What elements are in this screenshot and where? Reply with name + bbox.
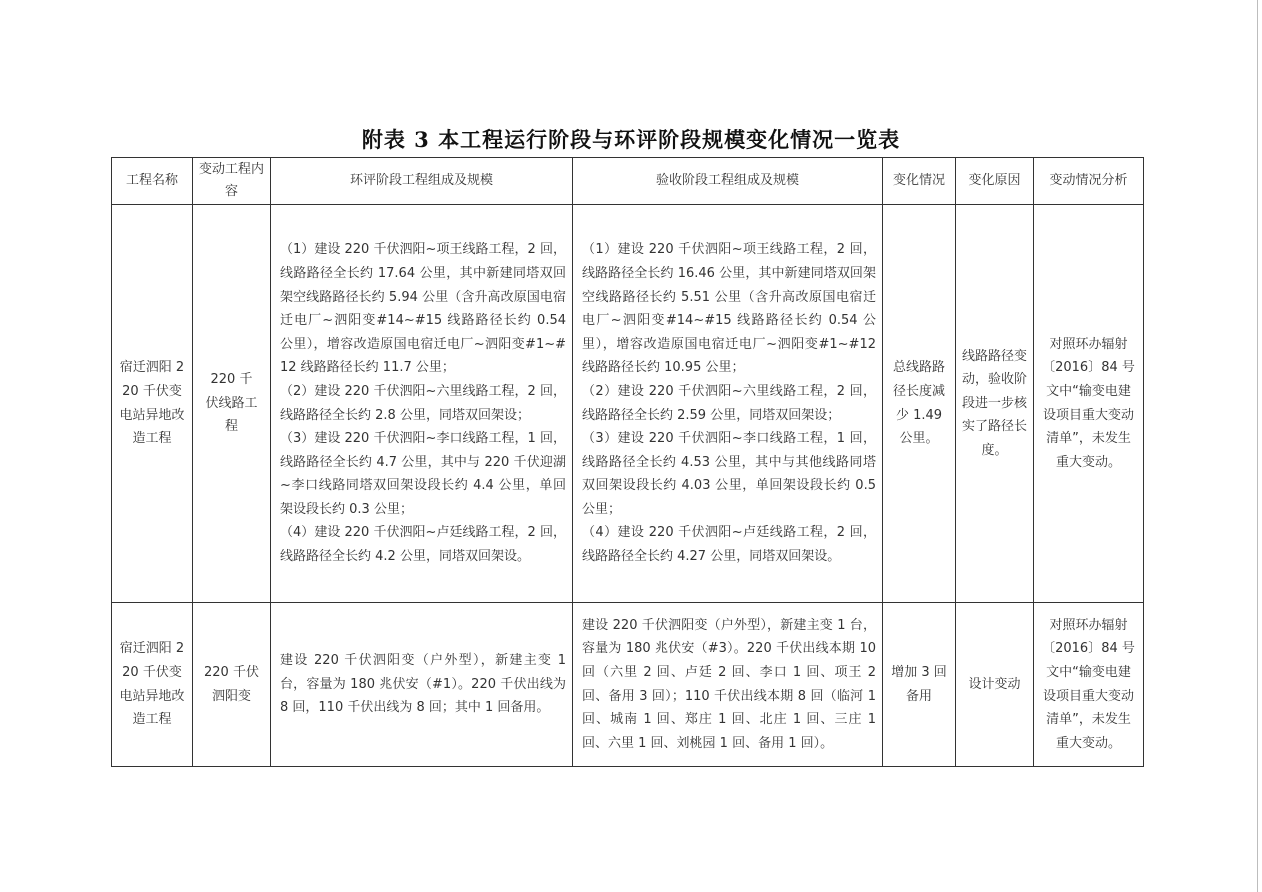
acceptance-item: （3）建设 220 千伏泗阳~李口线路工程，1 回，线路路径全长约 4.53 公里，其中与其他线路同塔双回架设段长约 4.03 公里，单回架设段长约 0.5 公里； bbox=[582, 431, 876, 517]
eia-item: （2）建设 220 千伏泗阳~六里线路工程，2 回，线路路径全长约 2.8 公里，同塔双回架设； bbox=[280, 383, 566, 423]
table-row bbox=[112, 205, 1144, 603]
cell-change-status: 总线路路径长度减少 1.49 公里。 bbox=[883, 205, 956, 603]
header-change-analysis: 变动情况分析 bbox=[1034, 158, 1144, 205]
eia-item: （1）建设 220 千伏泗阳~项王线路工程，2 回，线路路径全长约 17.64 公里，其中新建同塔双回架空线路路径长约 5.94 公里（含升高改原国电宿迁电厂~泗阳变#14~#15 线路路径长约 0.54 公里），增容改造原国电宿迁电厂~泗阳变#1~#12 线路路径长约 11.7 公里； bbox=[280, 242, 566, 376]
cell-change-reason: 设计变动 bbox=[956, 603, 1034, 767]
cell-change-content: 220 千伏泗阳变 bbox=[193, 603, 271, 767]
cell-change-analysis: 对照环办辐射〔2016〕84 号文中“输变电建设项目重大变动清单”，未发生重大变动。 bbox=[1034, 603, 1144, 767]
header-eia-scale: 环评阶段工程组成及规模 bbox=[271, 158, 573, 205]
cell-eia-scale bbox=[271, 603, 573, 767]
cell-change-content: 220 千伏线路工程 bbox=[193, 205, 271, 603]
eia-item: 建设 220 千伏泗阳变（户外型），新建主变 1 台，容量为 180 兆伏安（#1）。220 千伏出线为 8 回，110 千伏出线为 8 回；其中 1 回备用。 bbox=[280, 653, 566, 716]
header-change-reason: 变化原因 bbox=[956, 158, 1034, 205]
eia-item: （4）建设 220 千伏泗阳~卢廷线路工程，2 回，线路路径全长约 4.2 公里，同塔双回架设。 bbox=[280, 525, 566, 565]
cell-acceptance-scale bbox=[573, 205, 883, 603]
cell-change-reason: 线路路径变动，验收阶段进一步核实了路径长度。 bbox=[956, 205, 1034, 603]
table-header-row bbox=[112, 158, 1144, 205]
acceptance-item: （4）建设 220 千伏泗阳~卢廷线路工程，2 回，线路路径全长约 4.27 公里，同塔双回架设。 bbox=[582, 525, 876, 565]
cell-change-status: 增加 3 回备用 bbox=[883, 603, 956, 767]
cell-eia-scale bbox=[271, 205, 573, 603]
acceptance-item: （2）建设 220 千伏泗阳~六里线路工程，2 回，线路路径全长约 2.59 公里，同塔双回架设； bbox=[582, 383, 876, 423]
document-title: 附表 3 本工程运行阶段与环评阶段规模变化情况一览表 bbox=[361, 127, 901, 152]
table-row bbox=[112, 603, 1144, 767]
header-change-status: 变化情况 bbox=[883, 158, 956, 205]
eia-item: （3）建设 220 千伏泗阳~李口线路工程，1 回，线路路径全长约 4.7 公里，其中与 220 千伏迎湖~李口线路同塔双回架设段长约 4.4 公里，单回架设段长约 0.3 公里； bbox=[280, 431, 566, 517]
cell-change-analysis: 对照环办辐射〔2016〕84 号文中“输变电建设项目重大变动清单”，未发生重大变动。 bbox=[1034, 205, 1144, 603]
header-project-name: 工程名称 bbox=[112, 158, 193, 205]
cell-project-name: 宿迁泗阳 220 千伏变电站异地改造工程 bbox=[112, 603, 193, 767]
acceptance-item: （1）建设 220 千伏泗阳~项王线路工程，2 回，线路路径全长约 16.46 公里，其中新建同塔双回架空线路路径长约 5.51 公里（含升高改原国电宿迁电厂~泗阳变#14~#15 线路路径长约 0.54 公里），增容改造原国电宿迁电厂~泗阳变#1~#12 线路路径长约 10.95 公里； bbox=[582, 242, 876, 376]
header-acceptance-scale: 验收阶段工程组成及规模 bbox=[573, 158, 883, 205]
cell-project-name: 宿迁泗阳 220 千伏变电站异地改造工程 bbox=[112, 205, 193, 603]
acceptance-item: 建设 220 千伏泗阳变（户外型），新建主变 1 台，容量为 180 兆伏安（#3）。220 千伏出线本期 10 回（六里 2 回、卢廷 2 回、李口 1 回、项王 2 回、备用 3 回）；110 千伏出线本期 8 回（临河 1 回、城南 1 回、郑庄 1 回、北庄 1 回、三庄 1 回、六里 1 回、刘桃园 1 回、备用 1 回）。 bbox=[582, 617, 876, 751]
comparison-table bbox=[111, 157, 1144, 767]
cell-acceptance-scale bbox=[573, 603, 883, 767]
header-change-content: 变动工程内容 bbox=[193, 158, 271, 205]
